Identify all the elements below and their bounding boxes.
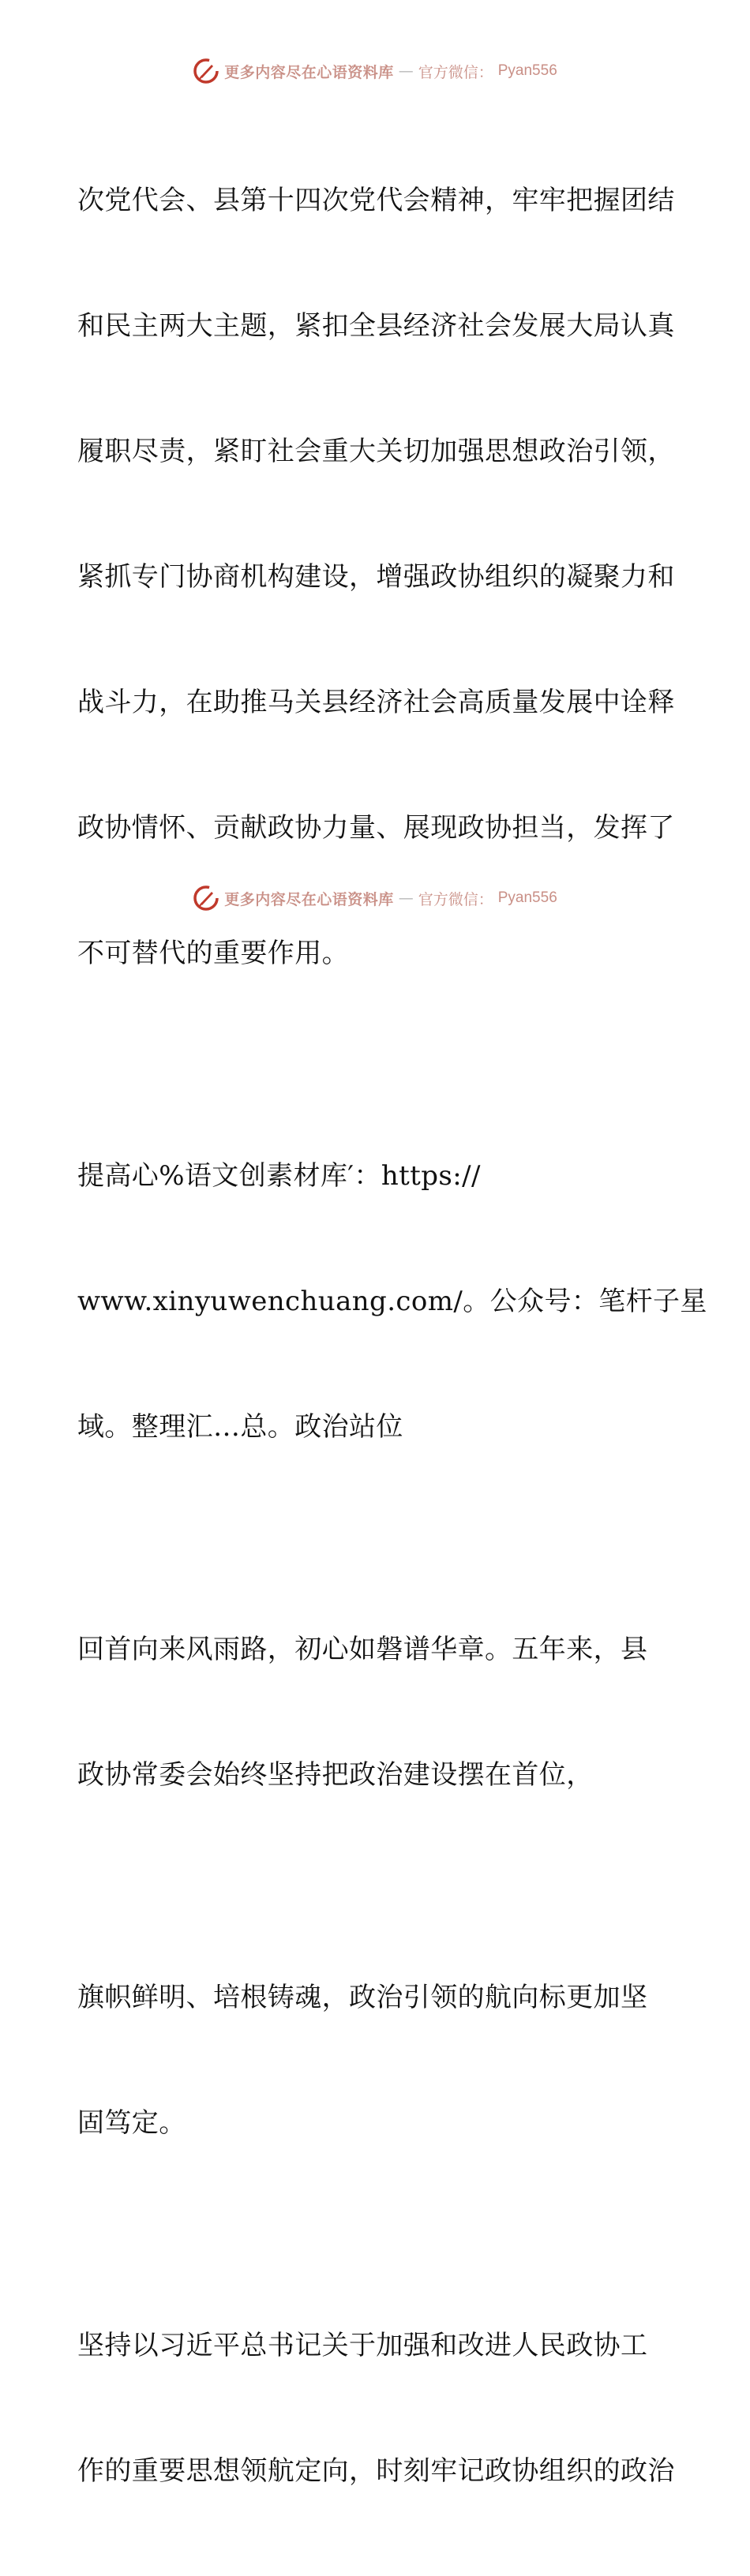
text-line: 履职尽责，紧盯社会重大关切加强思想政治引领， xyxy=(77,436,675,467)
text-line: 固笃定。 xyxy=(77,2107,186,2139)
text-line: 和民主两大主题，紧扣全县经济社会发展大局认真 xyxy=(77,310,675,342)
header-watermark xyxy=(0,55,750,87)
watermark-wechat-label: 官方微信： xyxy=(418,63,493,81)
watermark-brand: 更多内容尽在心语资料库 xyxy=(224,63,394,81)
text-line: 提高心%语文创素材库′：https:// xyxy=(77,1160,481,1192)
text-line: 坚持以习近平总书记关于加强和改进人民政协工 xyxy=(77,2330,648,2361)
watermark-brand: 更多内容尽在心语资料库 xyxy=(224,890,394,908)
text-line: 政协常委会始终坚持把政治建设摆在首位， xyxy=(77,1759,594,1791)
footer-watermark xyxy=(0,882,750,914)
watermark-dash: — xyxy=(398,62,414,80)
paragraph-1 xyxy=(77,96,677,1058)
quill-seal-logo-icon xyxy=(193,58,219,84)
text-line: 域。整理汇…总。政治站位 xyxy=(77,1411,403,1443)
watermark-wechat-id: Pyan556 xyxy=(497,889,557,906)
text-line: 不可替代的重要作用。 xyxy=(77,938,349,969)
quill-seal-logo-icon xyxy=(193,885,219,912)
text-line: 紧抓专门协商机构建设，增强政协组织的凝聚力和 xyxy=(77,561,675,593)
paragraph-2 xyxy=(77,1072,707,1532)
watermark-wechat-id: Pyan556 xyxy=(497,62,557,79)
paragraph-4 xyxy=(77,1893,677,2228)
text-line-url: www.xinyuwenchuang.com/。公众号：笔杆子星 xyxy=(77,1286,707,1317)
text-line: 政协情怀、贡献政协力量、展现政协担当，发挥了 xyxy=(77,812,675,844)
text-line: 作的重要思想领航定向，时刻牢记政协组织的政治 xyxy=(77,2455,675,2487)
text-line: 次党代会、县第十四次党代会精神，牢牢把握团结 xyxy=(77,185,675,216)
text-line: 战斗力，在助推马关县经济社会高质量发展中诠释 xyxy=(77,687,675,718)
paragraph-3 xyxy=(77,1545,677,1880)
text-line: 回首向来风雨路，初心如磐谱华章。五年来，县 xyxy=(77,1634,648,1665)
paragraph-5 xyxy=(77,2241,677,2576)
text-line: 旗帜鲜明、培根铸魂，政治引领的航向标更加坚 xyxy=(77,1982,648,2013)
watermark-wechat-label: 官方微信： xyxy=(418,890,493,908)
document-body xyxy=(77,96,707,2576)
watermark-dash: — xyxy=(398,889,414,907)
